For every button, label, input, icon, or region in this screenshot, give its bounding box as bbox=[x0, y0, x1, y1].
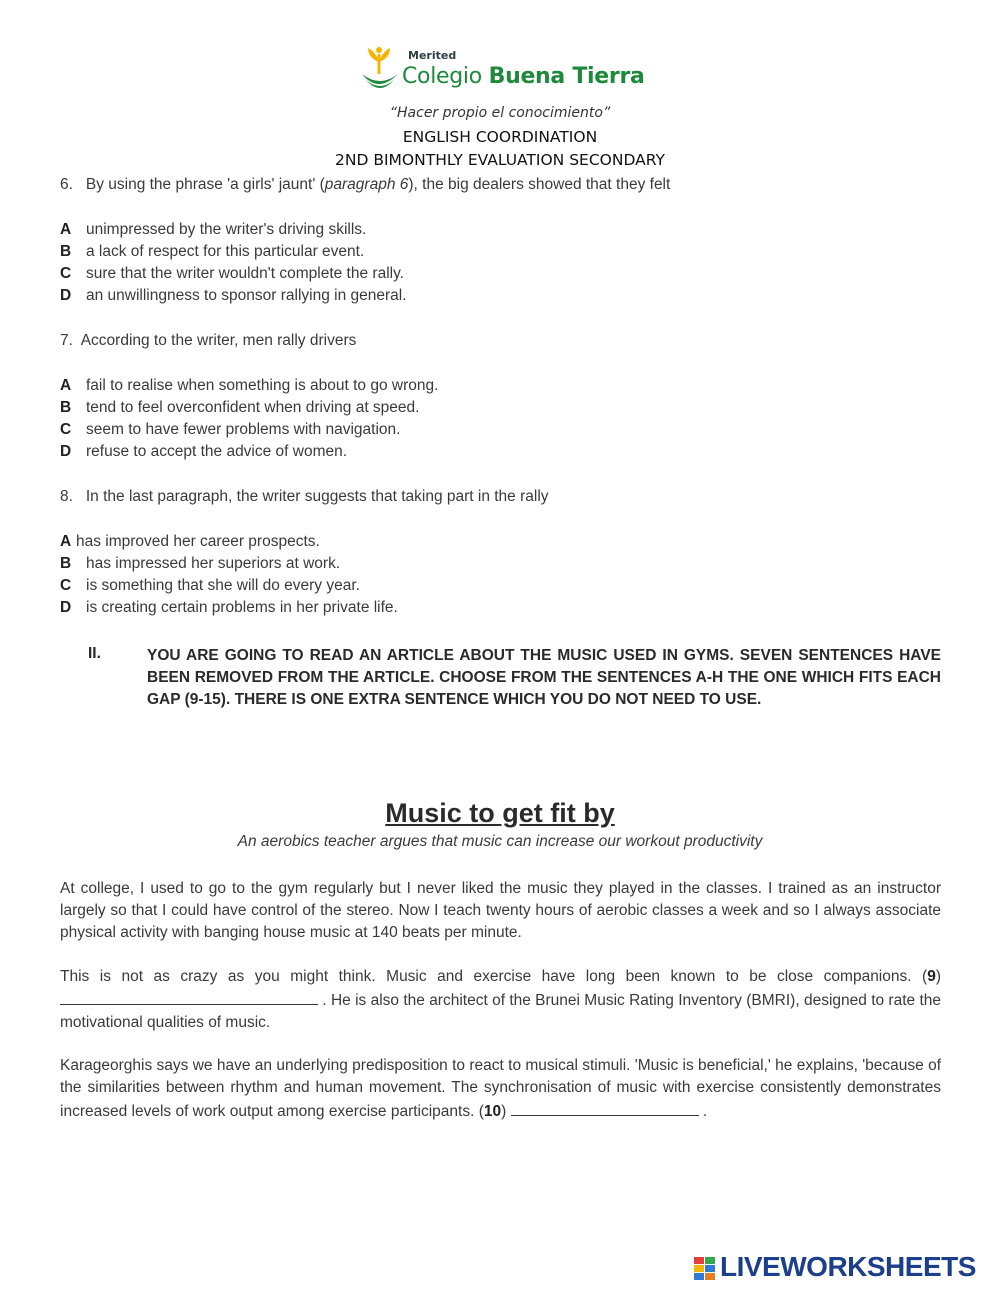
school-name: Colegio Buena Tierra bbox=[402, 64, 645, 89]
liveworksheets-logo bbox=[694, 1251, 994, 1284]
article-title: Music to get fit by bbox=[385, 798, 615, 828]
gap-10-answer-input[interactable] bbox=[511, 1099, 699, 1116]
question-7-option: C seem to have fewer problems with navigation. bbox=[60, 421, 401, 438]
question-7-option: B tend to feel overconfident when driving at speed. bbox=[60, 399, 420, 416]
question-7-option: D refuse to accept the advice of women. bbox=[60, 443, 348, 460]
section-number: II. bbox=[88, 645, 101, 662]
article-paragraph-3: Karageorghis says we have an underlying predisposition to react to musical stimuli. 'Music is beneficial,' he explains, 'because of the similarities between rhythm and human movement. The synchronisation of music with exercise consistently demonstrates increased levels of work output among exercise participants. (10) . bbox=[60, 1057, 941, 1120]
question-7-option: A fail to realise when something is about to go wrong. bbox=[60, 377, 439, 394]
coordination-title: ENGLISH COORDINATION bbox=[402, 128, 598, 146]
gap-number-9: 9 bbox=[927, 968, 936, 985]
liveworksheets-blocks-icon bbox=[694, 1257, 716, 1281]
section-instruction: YOU ARE GOING TO READ AN ARTICLE ABOUT THE MUSIC USED IN GYMS. SEVEN SENTENCES HAVE BEEN REMOVED FROM THE ARTICLE. CHOOSE FROM THE SENTENCES A-H THE ONE WHICH FITS EACH GAP (9-15). THERE IS ONE EXTRA SENTENCE WHICH YOU DO NOT NEED TO USE. bbox=[147, 647, 941, 708]
question-8-option: B has impressed her superiors at work. bbox=[60, 555, 341, 572]
article-paragraph-1: At college, I used to go to the gym regularly but I never liked the music they played in the classes. I trained as an instructor largely so that I could have control of the stereo. Now I teach twenty hours of aerobic classes a week and so I always associate physical activity with banging house music at 140 beats per minute. bbox=[60, 880, 941, 941]
question-6-option: D an unwillingness to sponsor rallying in general. bbox=[60, 287, 407, 304]
question-8-stem: 8. In the last paragraph, the writer suggests that taking part in the rally bbox=[60, 488, 549, 505]
school-logo bbox=[358, 44, 648, 96]
gap-9-answer-input[interactable] bbox=[60, 988, 318, 1005]
motto: “Hacer propio el conocimiento” bbox=[389, 105, 611, 121]
question-8-option: A has improved her career prospects. bbox=[60, 533, 320, 550]
question-8-option: D is creating certain problems in her private life. bbox=[60, 599, 398, 616]
question-8-option: C is something that she will do every year. bbox=[60, 577, 360, 594]
question-6-stem: 6. By using the phrase 'a girls' jaunt' (paragraph 6), the big dealers showed that they felt bbox=[60, 176, 671, 193]
evaluation-title: 2ND BIMONTHLY EVALUATION SECONDARY bbox=[335, 151, 665, 169]
article-paragraph-2: This is not as crazy as you might think. Music and exercise have long been known to be close companions. (9) . He is also the architect of the Brunei Music Rating Inventory (BMRI), designed to rate the motivational qualities of music. bbox=[60, 968, 942, 1031]
sprout-logo-icon bbox=[358, 44, 402, 96]
gap-number-10: 10 bbox=[483, 1103, 502, 1120]
question-7-stem: 7. According to the writer, men rally drivers bbox=[60, 332, 357, 349]
question-6-option: C sure that the writer wouldn't complete the rally. bbox=[60, 265, 404, 282]
question-6-option: A unimpressed by the writer's driving skills. bbox=[60, 221, 367, 238]
article-subtitle: An aerobics teacher argues that music can increase our workout productivity bbox=[237, 833, 763, 850]
brand-small: Merited bbox=[408, 49, 457, 62]
liveworksheets-brand: LIVEWORKSHEETS bbox=[720, 1251, 976, 1282]
question-6-option: B a lack of respect for this particular event. bbox=[60, 243, 365, 260]
